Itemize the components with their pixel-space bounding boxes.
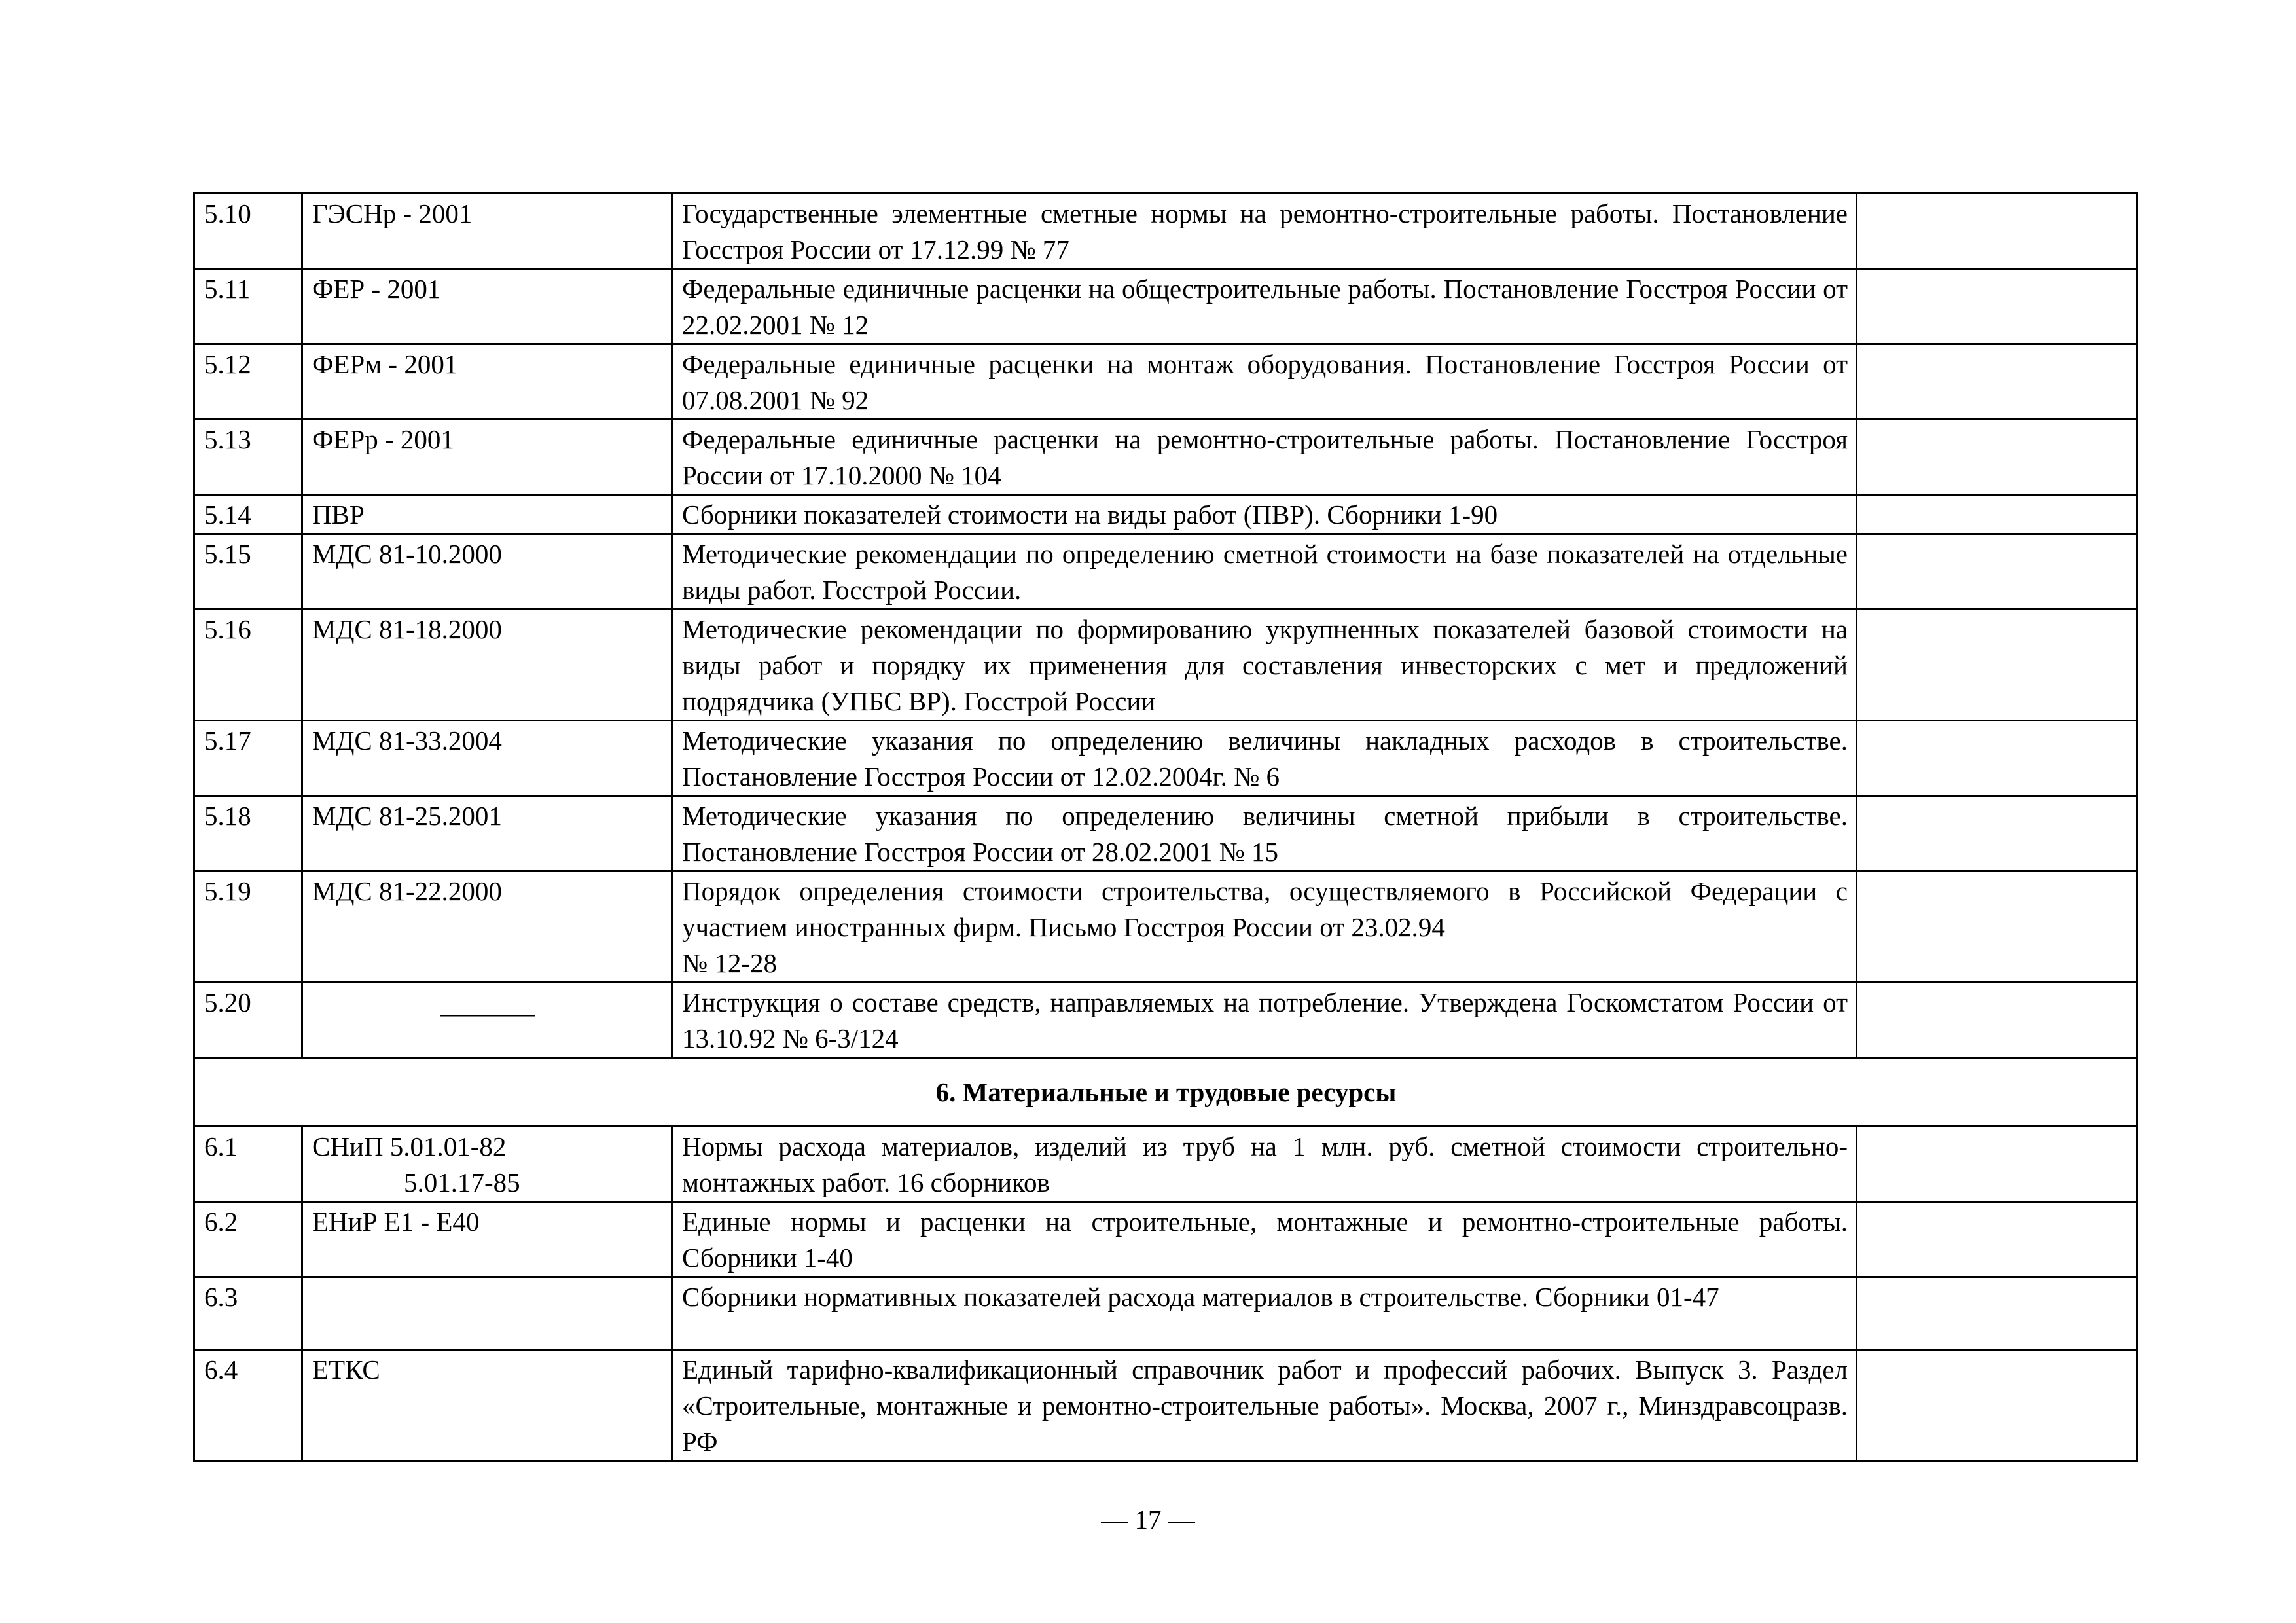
document-description: [672, 871, 1857, 983]
document-code: МДС 81-25.2001: [302, 796, 672, 871]
document-code: МДС 81-22.2000: [302, 871, 672, 983]
note-cell: [1857, 610, 2137, 721]
table-row: [194, 871, 2137, 983]
section-title: 6. Материальные и трудовые ресурсы: [194, 1058, 2137, 1127]
row-number: 6.1: [194, 1127, 302, 1202]
note-cell: [1857, 1350, 2137, 1461]
row-number: 5.16: [194, 610, 302, 721]
row-number: 5.12: [194, 344, 302, 420]
note-cell: [1857, 871, 2137, 983]
table-row: [194, 344, 2137, 420]
table-row: [194, 1350, 2137, 1461]
document-code: ЕНиР Е1 - Е40: [302, 1202, 672, 1277]
document-code: [302, 1277, 672, 1350]
document-code: МДС 81-18.2000: [302, 610, 672, 721]
row-number: 5.20: [194, 983, 302, 1058]
table-row: [194, 796, 2137, 871]
document-description: Методические указания по определению величины накладных расходов в строительстве. Постановление Госстроя России от 12.02.2004г. № 6: [672, 721, 1857, 796]
note-cell: [1857, 983, 2137, 1058]
document-description: Сборники нормативных показателей расхода материалов в строительстве. Сборники 01-47: [672, 1277, 1857, 1350]
document-description: Федеральные единичные расценки на монтаж оборудования. Постановление Госстроя России от 07.08.2001 № 92: [672, 344, 1857, 420]
note-cell: [1857, 1277, 2137, 1350]
document-description: Сборники показателей стоимости на виды работ (ПВР). Сборники 1-90: [672, 495, 1857, 534]
row-number: 5.19: [194, 871, 302, 983]
row-number: 5.13: [194, 420, 302, 495]
code-placeholder-dash: _______: [440, 989, 535, 1019]
document-description: Государственные элементные сметные нормы на ремонтно-строительные работы. Постановление Госстроя России от 17.12.99 № 77: [672, 194, 1857, 269]
note-cell: [1857, 721, 2137, 796]
row-number: 5.17: [194, 721, 302, 796]
document-code: ЕТКС: [302, 1350, 672, 1461]
document-description: Методические рекомендации по формированию укрупненных показателей базовой стоимости на виды работ и порядку их применения для составления инвесторских с мет и предложений подрядчика (УПБС ВР). Госстрой России: [672, 610, 1857, 721]
section-header-row: [194, 1058, 2137, 1127]
table-row: [194, 1277, 2137, 1350]
code-line2: 5.01.17-85: [404, 1167, 520, 1197]
note-cell: [1857, 269, 2137, 344]
document-description: Единый тарифно-квалификационный справочник работ и профессий рабочих. Выпуск 3. Раздел «Строительные, монтажные и ремонтно-строительные работы». Москва, 2007 г., Минздравсоцразв. РФ: [672, 1350, 1857, 1461]
table-row: [194, 1202, 2137, 1277]
description-text-line2: № 12-28: [682, 948, 778, 978]
row-number: 5.14: [194, 495, 302, 534]
row-number: 5.15: [194, 534, 302, 610]
row-number: 6.3: [194, 1277, 302, 1350]
document-description: Федеральные единичные расценки на общестроительные работы. Постановление Госстроя России от 22.02.2001 № 12: [672, 269, 1857, 344]
note-cell: [1857, 194, 2137, 269]
table-row: [194, 495, 2137, 534]
table-row: [194, 534, 2137, 610]
note-cell: [1857, 534, 2137, 610]
table-row: [194, 721, 2137, 796]
row-number: 6.2: [194, 1202, 302, 1277]
document-code: ПВР: [302, 495, 672, 534]
table-row: [194, 983, 2137, 1058]
document-description: Методические рекомендации по определению сметной стоимости на базе показателей на отдельные виды работ. Госстрой России.: [672, 534, 1857, 610]
document-code: ГЭСНр - 2001: [302, 194, 672, 269]
document-code: ФЕР - 2001: [302, 269, 672, 344]
page-number: — 17 —: [1101, 1504, 1195, 1535]
document-code: ФЕРр - 2001: [302, 420, 672, 495]
document-description: Инструкция о составе средств, направляемых на потребление. Утверждена Госкомстатом России от 13.10.92 № 6-3/124: [672, 983, 1857, 1058]
code-line1: СНиП 5.01.01-82: [312, 1131, 507, 1161]
document-code: МДС 81-33.2004: [302, 721, 672, 796]
document-description: Нормы расхода материалов, изделий из труб на 1 млн. руб. сметной стоимости строительно-монтажных работ. 16 сборников: [672, 1127, 1857, 1202]
note-cell: [1857, 796, 2137, 871]
document-code: [302, 1127, 672, 1202]
document-code: ФЕРм - 2001: [302, 344, 672, 420]
document-description: Методические указания по определению величины сметной прибыли в строительстве. Постановление Госстроя России от 28.02.2001 № 15: [672, 796, 1857, 871]
note-cell: [1857, 1127, 2137, 1202]
normative-documents-table: [193, 192, 2138, 1462]
note-cell: [1857, 420, 2137, 495]
row-number: 5.11: [194, 269, 302, 344]
row-number: 6.4: [194, 1350, 302, 1461]
document-code: [302, 983, 672, 1058]
document-code: МДС 81-10.2000: [302, 534, 672, 610]
document-description: Единые нормы и расценки на строительные, монтажные и ремонтно-строительные работы. Сборники 1-40: [672, 1202, 1857, 1277]
note-cell: [1857, 344, 2137, 420]
description-text: Порядок определения стоимости строительства, осуществляемого в Российской Федерации с участием иностранных фирм. Письмо Госстроя России от 23.02.94: [682, 876, 1848, 942]
table-row: [194, 610, 2137, 721]
row-number: 5.18: [194, 796, 302, 871]
note-cell: [1857, 495, 2137, 534]
document-description: Федеральные единичные расценки на ремонтно-строительные работы. Постановление Госстроя России от 17.10.2000 № 104: [672, 420, 1857, 495]
note-cell: [1857, 1202, 2137, 1277]
table-row: [194, 420, 2137, 495]
row-number: 5.10: [194, 194, 302, 269]
table-row: [194, 1127, 2137, 1202]
table-row: [194, 194, 2137, 269]
table-row: [194, 269, 2137, 344]
